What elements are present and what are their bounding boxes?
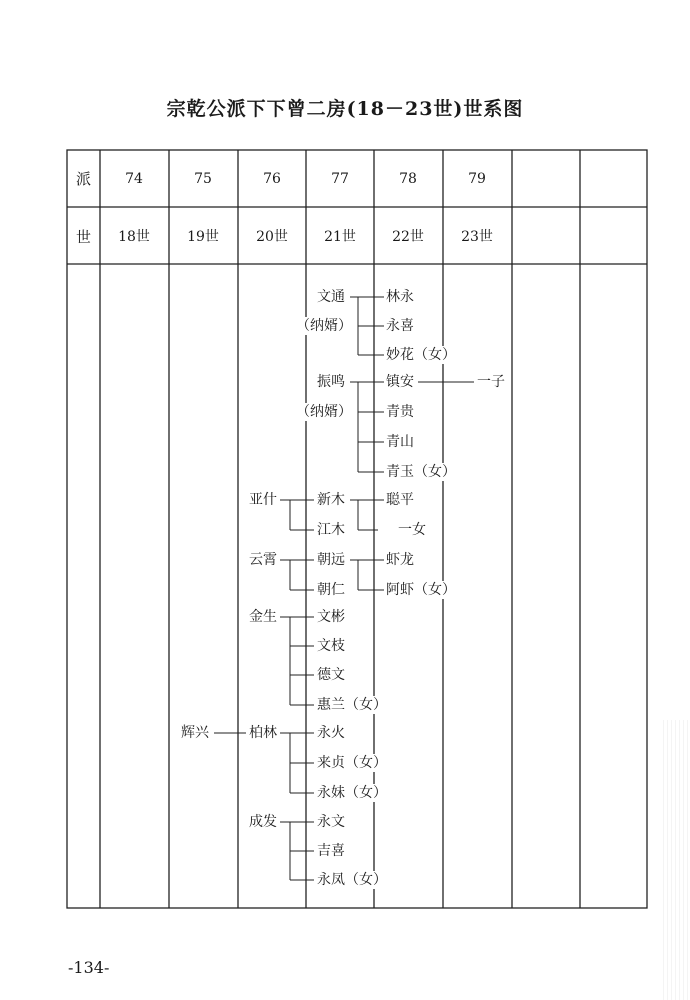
pai-cell: 79 bbox=[468, 171, 486, 187]
person-yongxi: 永喜 bbox=[386, 318, 414, 334]
page-title: 宗乾公派下下曾二房(18－23世)世系图 bbox=[166, 98, 524, 120]
person-yongwen: 永文 bbox=[317, 814, 345, 830]
person-congping: 聪平 bbox=[386, 492, 414, 508]
person-jinsheng: 金生 bbox=[249, 609, 277, 625]
person-jixi: 吉喜 bbox=[317, 843, 345, 859]
person-zhenan: 镇安 bbox=[386, 374, 414, 390]
pai-label: 派 bbox=[75, 170, 91, 188]
pai-cell: 75 bbox=[194, 171, 212, 187]
person-axia: 阿虾（女） bbox=[386, 582, 456, 598]
person-huilan: 惠兰（女） bbox=[317, 697, 387, 713]
shi-cell: 23世 bbox=[461, 229, 493, 245]
person-huixing: 辉兴 bbox=[181, 725, 209, 741]
person-qingshan: 青山 bbox=[386, 434, 414, 450]
shi-cell: 20世 bbox=[256, 229, 288, 245]
person-qingyu: 青玉（女） bbox=[386, 464, 456, 480]
person-jiangmu: 江木 bbox=[317, 522, 345, 538]
person-yunxiao: 云霄 bbox=[249, 552, 277, 568]
shi-cell: 22世 bbox=[392, 229, 424, 245]
person-yinu: 一女 bbox=[398, 522, 426, 538]
person-bailin: 柏林 bbox=[249, 725, 277, 741]
pai-cell: 77 bbox=[331, 171, 349, 187]
person-yongmei: 永妹（女） bbox=[317, 785, 387, 801]
person-wenbin: 文彬 bbox=[317, 609, 345, 625]
person-note: （纳婿） bbox=[296, 318, 352, 334]
pai-cell: 76 bbox=[263, 171, 281, 187]
person-zhenming: 振鸣 bbox=[317, 374, 345, 390]
scan-edge-texture bbox=[660, 720, 690, 1000]
person-linyong: 林永 bbox=[386, 289, 414, 305]
person-yongfeng: 永凤（女） bbox=[317, 872, 387, 888]
person-yashi: 亚什 bbox=[249, 492, 277, 508]
person-yonghuo: 永火 bbox=[317, 725, 345, 741]
person-laizhen: 来贞（女） bbox=[317, 755, 387, 771]
person-wentong: 文通 bbox=[317, 289, 345, 305]
shi-cell: 21世 bbox=[324, 229, 356, 245]
person-chaoren: 朝仁 bbox=[317, 582, 345, 598]
page-number: -134- bbox=[68, 958, 110, 977]
person-chaoyuan: 朝远 bbox=[317, 552, 345, 568]
person-wenzhi: 文枝 bbox=[317, 638, 345, 654]
person-chengfa: 成发 bbox=[249, 814, 277, 830]
person-note: （纳婿） bbox=[296, 404, 352, 420]
person-miaohua: 妙花（女） bbox=[386, 347, 456, 363]
person-qinggui: 青贵 bbox=[386, 404, 414, 420]
shi-label: 世 bbox=[75, 228, 91, 246]
shi-cell: 19世 bbox=[187, 229, 219, 245]
pai-cell: 74 bbox=[125, 171, 143, 187]
person-xinmu: 新木 bbox=[317, 492, 345, 508]
person-yizi: 一子 bbox=[477, 374, 505, 390]
shi-cell: 18世 bbox=[118, 229, 150, 245]
person-dewen: 德文 bbox=[317, 667, 345, 683]
pai-cell: 78 bbox=[399, 171, 417, 187]
person-xialong: 虾龙 bbox=[386, 552, 414, 568]
